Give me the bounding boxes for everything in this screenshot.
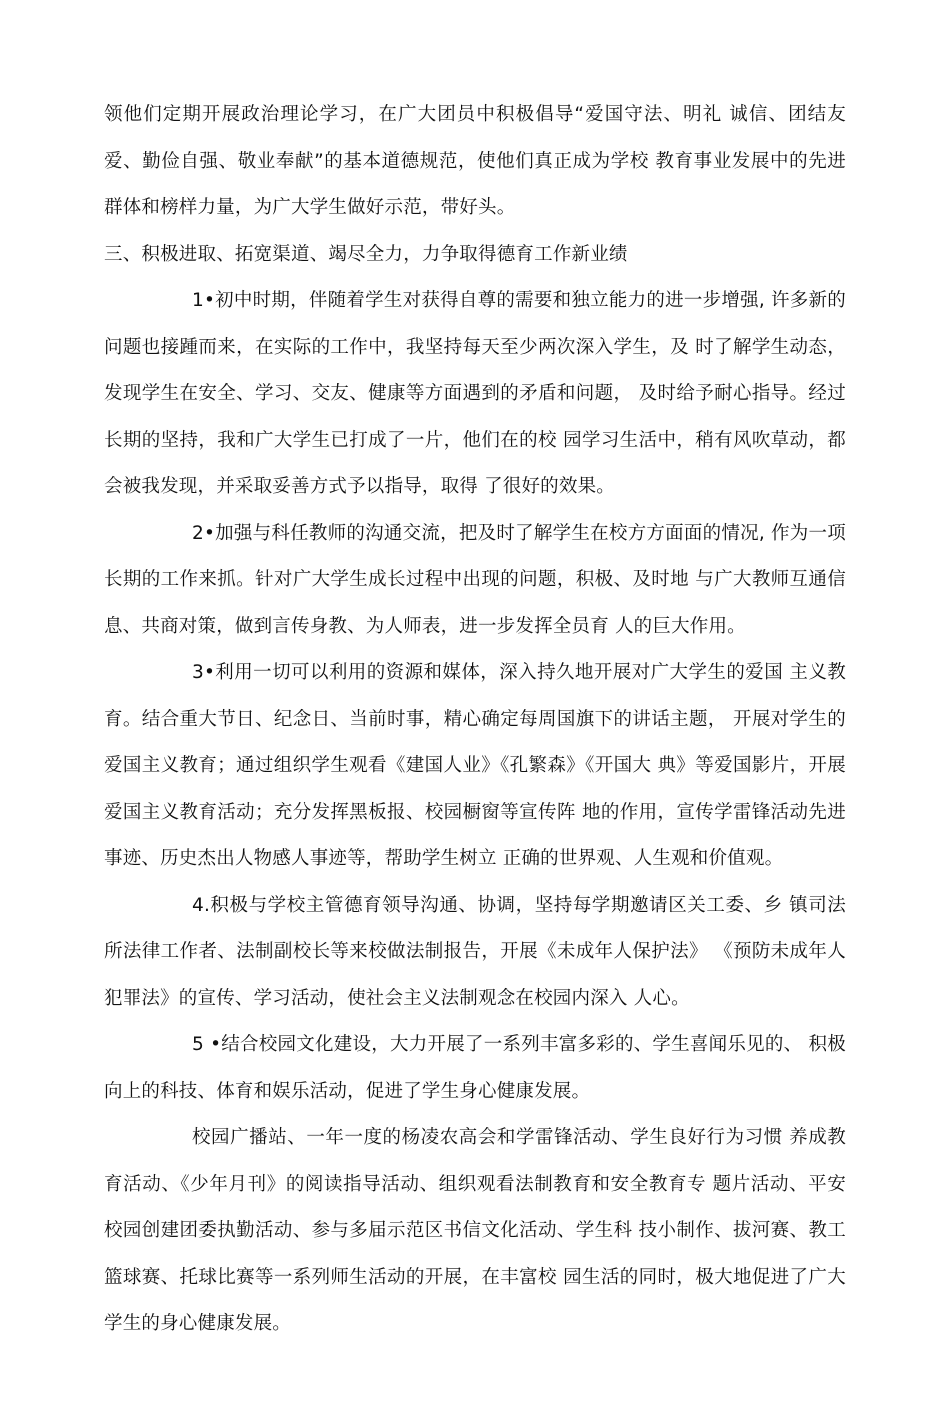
- paragraph-item-5: 5 •结合校园文化建设，大力开展了一系列丰富多彩的、学生喜闻乐见的、 积极向上的科技、体育和娱乐活动，促进了学生身心健康发展。: [104, 1034, 846, 1102]
- paragraph-item-2: 2•加强与科任教师的沟通交流，把及时了解学生在校方方面面的情况, 作为一项长期的工作来抓。针对广大学生成长过程中出现的问题，积极、及时地 与广大教师互通信息、共商对策，做到言传身教、为人师表，进一步发挥全员育 人的巨大作用。: [104, 522, 846, 637]
- section-heading: 三、积极进取、拓宽渠道、竭尽全力，力争取得德育工作新业绩: [104, 243, 628, 265]
- paragraph-continuation: 领他们定期开展政治理论学习，在广大团员中积极倡导“爱国守法、明礼 诚信、团结友爱、勤俭自强、敬业奉献”的基本道德规范，使他们真正成为学校 教育事业发展中的先进群体和榜样力量，为广大学生做好示范，带好头。: [104, 104, 846, 218]
- document-body: [104, 92, 846, 1348]
- paragraph-item-1: 1•初中时期，伴随着学生对获得自尊的需要和独立能力的进一步增强, 许多新的问题也接踵而来，在实际的工作中，我坚持每天至少两次深入学生，及 时了解学生动态，发现学生在安全、学习、交友、健康等方面遇到的矛盾和问题， 及时给予耐心指导。经过长期的坚持，我和广大学生已打成了一片，他们在的校 园学习生活中，稍有风吹草动，都会被我发现，并采取妥善方式予以指导，取得 了很好的效果。: [104, 290, 846, 497]
- paragraph-item-3: 3•利用一切可以利用的资源和媒体，深入持久地开展对广大学生的爱国 主义教育。结合重大节日、纪念日、当前时事，精心确定每周国旗下的讲话主题， 开展对学生的爱国主义教育；通过组织学生观看《建国人业》《孔繁森》《开国大 典》等爱国影片，开展爱国主义教育活动；充分发挥黑板报、校园橱窗等宣传阵 地的作用，宣传学雷锋活动先进事迹、历史杰出人物感人事迹等，帮助学生树立 正确的世界观、人生观和价值观。: [104, 662, 846, 869]
- paragraph-activities: 校园广播站、一年一度的杨凌农高会和学雷锋活动、学生良好行为习惯 养成教育活动、《少年月刊》的阅读指导活动、组织观看法制教育和安全教育专 题片活动、平安校园创建团委执勤活动、参与多届示范区书信文化活动、学生科 技小制作、拔河赛、教工篮球赛、托球比赛等一系列师生活动的开展，在丰富校 园生活的同时，极大地促进了广大学生的身心健康发展。: [104, 1127, 846, 1334]
- paragraph-item-4: 4.积极与学校主管德育领导沟通、协调，坚持每学期邀请区关工委、乡 镇司法所法律工作者、法制副校长等来校做法制报告，开展《未成年人保护法》 《预防未成年人犯罪法》的宣传、学习活动，使社会主义法制观念在校园内深入 人心。: [104, 894, 846, 1009]
